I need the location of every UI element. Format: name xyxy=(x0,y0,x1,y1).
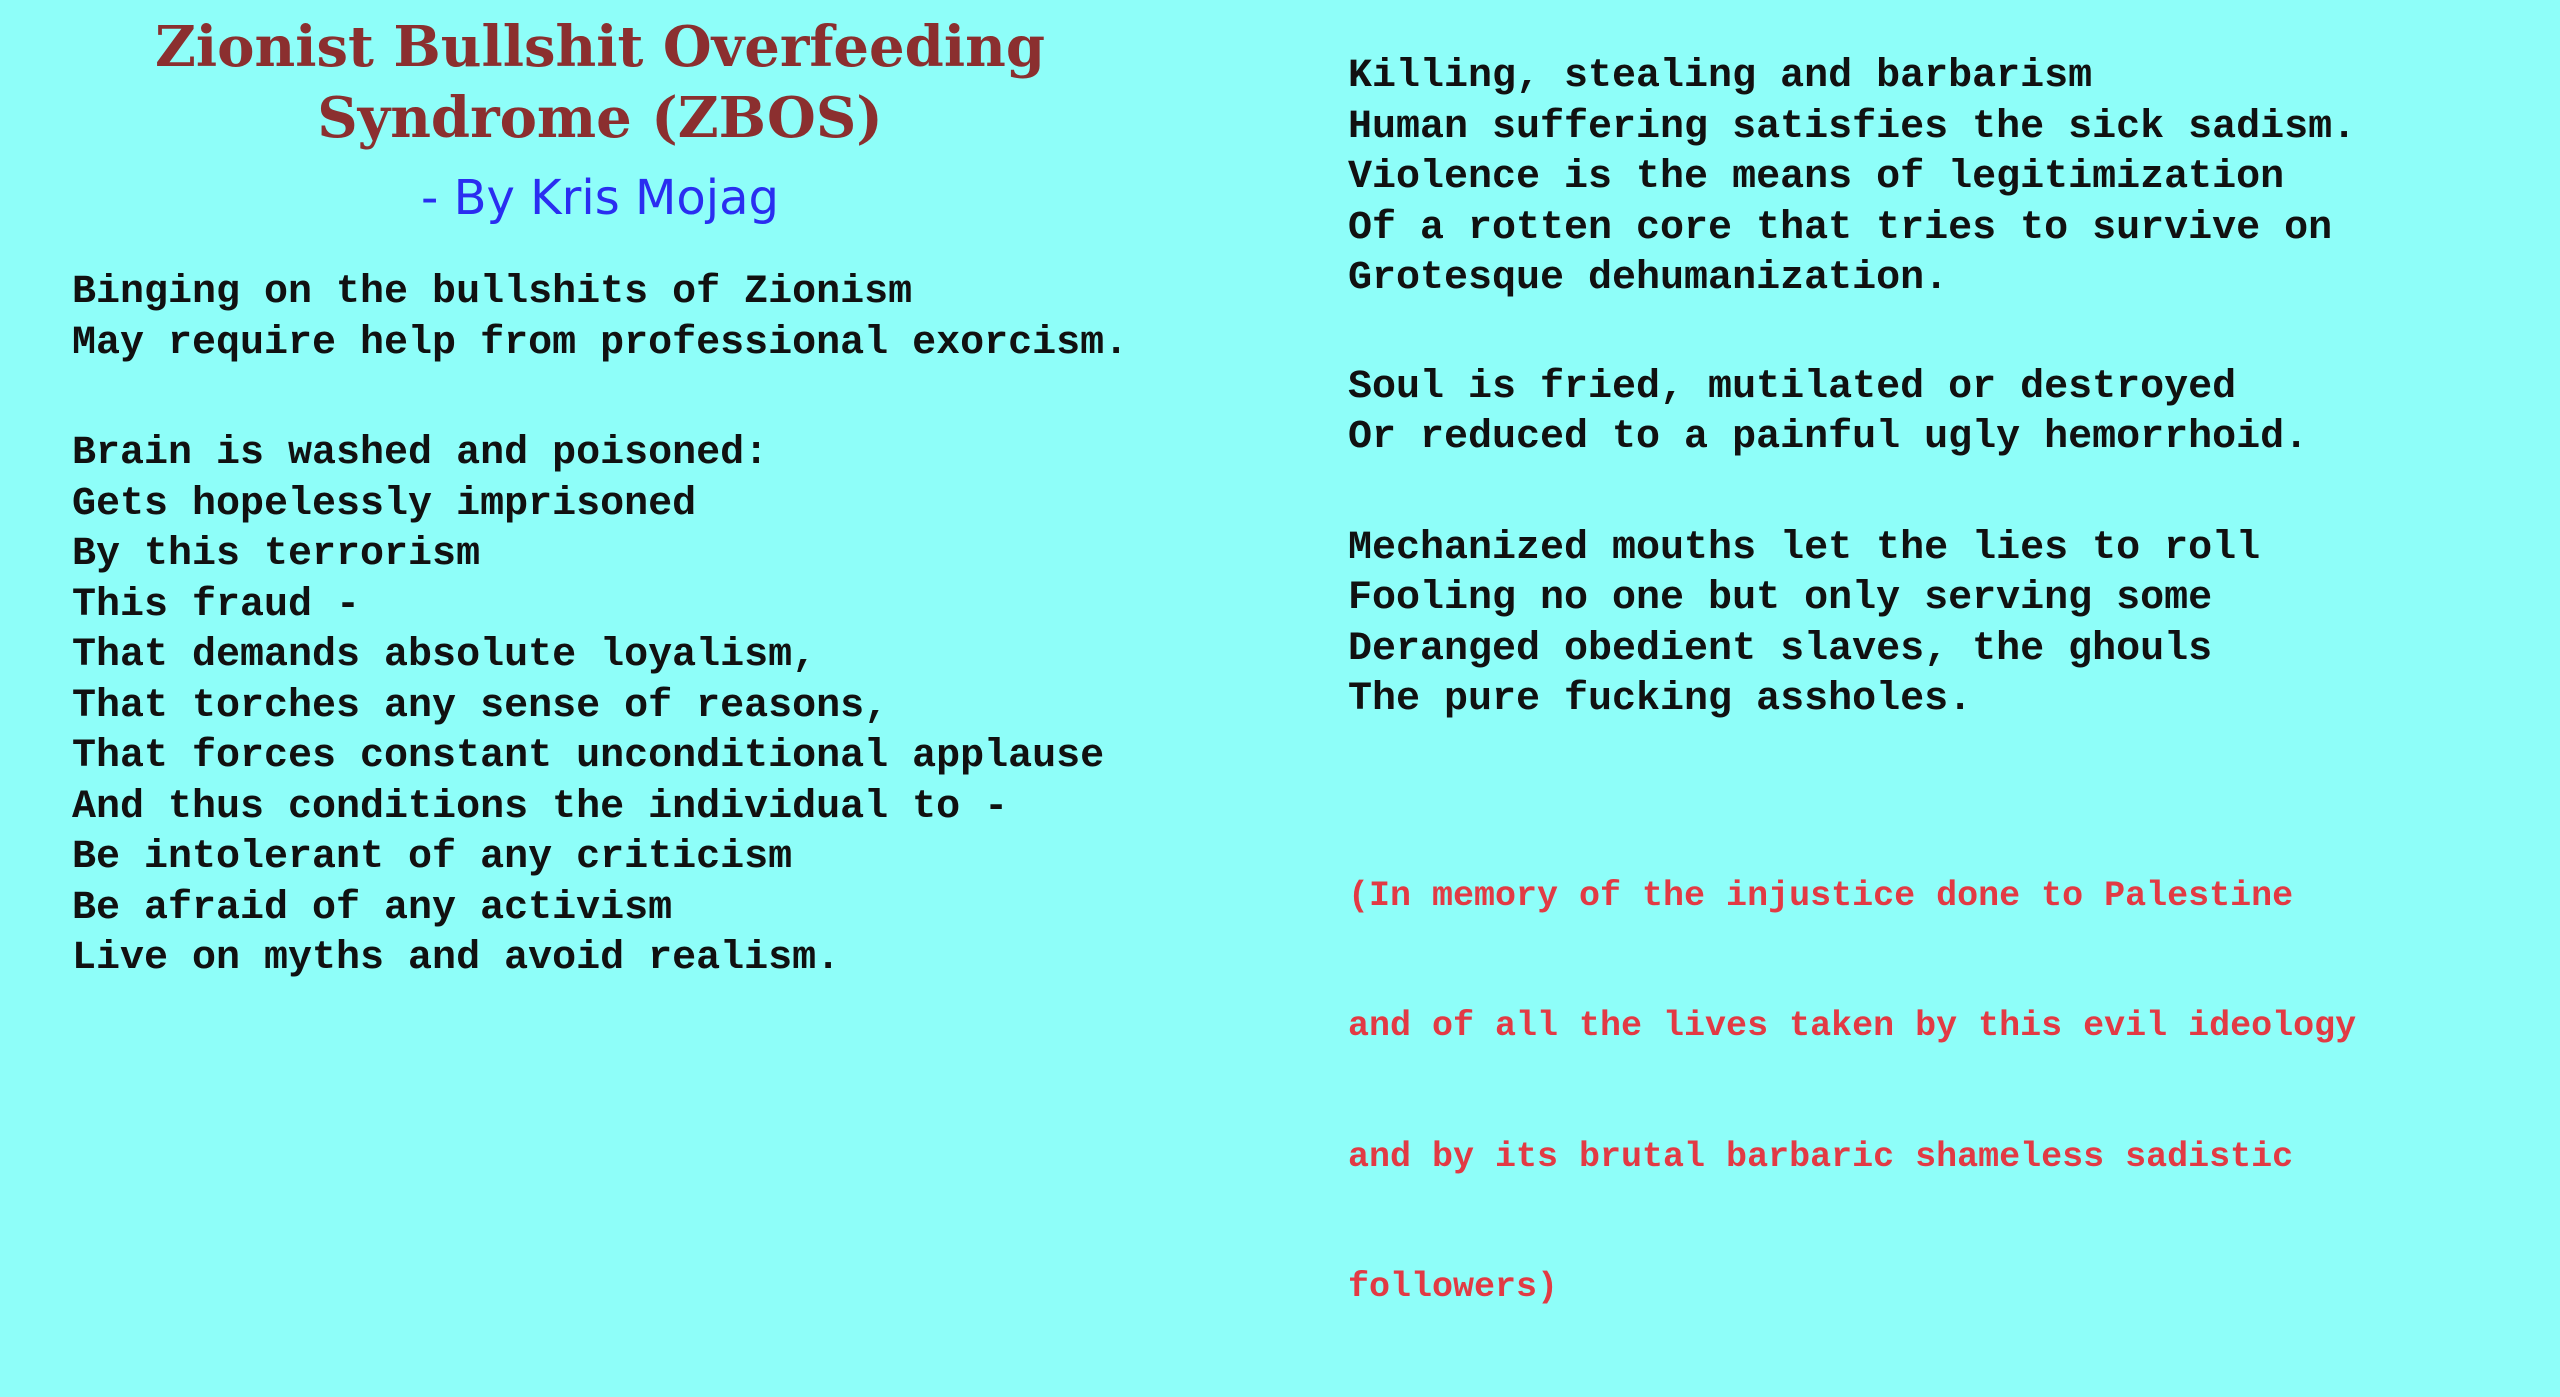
poem-line: Live on myths and avoid realism. xyxy=(72,936,841,981)
stanza xyxy=(1348,363,2548,464)
poem-line: Be afraid of any activism xyxy=(72,885,673,931)
dedication-line: and of all the lives taken by this evil ideology xyxy=(1348,1006,2357,1046)
poem-line: Mechanized mouths let the lies to roll xyxy=(1348,525,2261,571)
poem-line: Human suffering satisfies the sick sadism. xyxy=(1348,104,2357,150)
dedication-line: and by its brutal barbaric shameless sadistic xyxy=(1348,1136,2294,1177)
poem-title xyxy=(0,0,1200,154)
poem-line: Of a rotten core that tries to survive on xyxy=(1348,205,2333,251)
poem-line: By this terrorism xyxy=(72,532,481,577)
stanza xyxy=(1348,52,2548,305)
poem-line: Violence is the means of legitimization xyxy=(1348,155,2285,200)
stanza xyxy=(72,268,1272,369)
stanza xyxy=(72,429,1272,985)
poem-line: That forces constant unconditional applause xyxy=(72,734,1105,779)
dedication-line: followers) xyxy=(1348,1267,1559,1307)
dedication-note xyxy=(1348,788,2548,1397)
poem-author: - By Kris Mojag xyxy=(421,170,779,226)
poem-line: Or reduced to a painful ugly hemorrhoid. xyxy=(1348,415,2309,460)
poem-line: Grotesque dehumanization. xyxy=(1348,256,1949,301)
poem-line: This fraud - xyxy=(72,582,361,628)
poem-line: That demands absolute loyalism, xyxy=(72,633,817,678)
poem-line: The pure fucking assholes. xyxy=(1348,677,1973,722)
dedication-line: (In memory of the injustice done to Palestine xyxy=(1348,875,2294,916)
title-line: Syndrome (ZBOS) xyxy=(317,85,883,151)
poem-line: Deranged obedient slaves, the ghouls xyxy=(1348,626,2213,672)
stanza xyxy=(1348,524,2548,726)
title-line: Zionist Bullshit Overfeeding xyxy=(155,14,1045,80)
poem-line: That torches any sense of reasons, xyxy=(72,683,889,729)
left-column xyxy=(72,0,1272,985)
poem-line: And thus conditions the individual to - xyxy=(72,784,1009,830)
poem-line: Fooling no one but only serving some xyxy=(1348,576,2213,621)
poem-line: May require help from professional exorcism. xyxy=(72,320,1129,366)
poem-line: Soul is fried, mutilated or destroyed xyxy=(1348,364,2237,410)
right-column xyxy=(1348,0,2548,1397)
poem-line: Killing, stealing and barbarism xyxy=(1348,54,2093,99)
poem-line: Gets hopelessly imprisoned xyxy=(72,481,697,527)
poem-line: Be intolerant of any criticism xyxy=(72,835,793,880)
poem-line: Brain is washed and poisoned: xyxy=(72,431,769,476)
poem-line: Binging on the bullshits of Zionism xyxy=(72,270,913,315)
